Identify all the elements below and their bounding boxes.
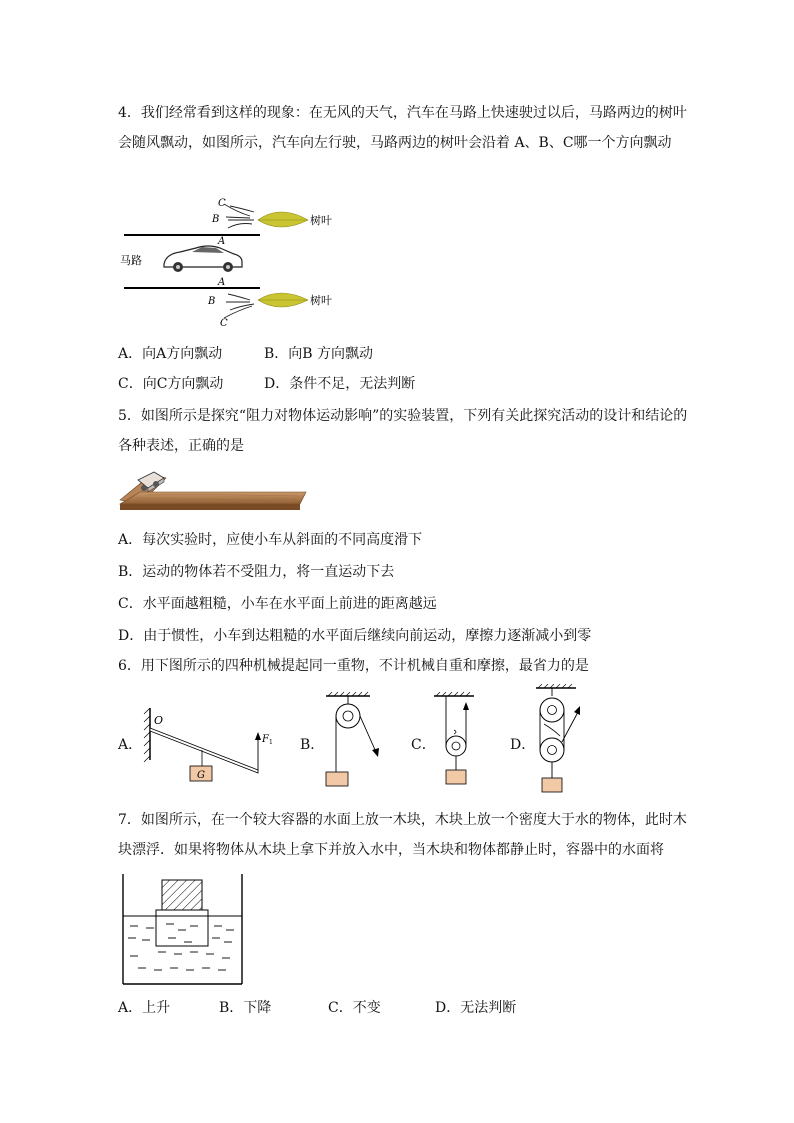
cart-icon <box>138 472 164 492</box>
q4-option-d[interactable]: D．条件不足，无法判断 <box>264 376 416 392</box>
leaf-label-top: 树叶 <box>310 214 332 227</box>
pivot-label: O <box>154 714 164 727</box>
question-6-stem: 6．用下图所示的四种机械提起同一重物，不计机械自重和摩擦，最省力的是 <box>118 658 589 674</box>
movable-pulley-figure <box>430 690 490 790</box>
q7-option-b[interactable]: B．下降 <box>219 1000 272 1016</box>
q5-ramp-figure <box>118 464 308 514</box>
q7-option-a[interactable]: A．上升 <box>118 1000 171 1016</box>
q5-option-a[interactable]: A．每次实验时，应使小车从斜面的不同高度滑下 <box>118 532 423 548</box>
q7-container-figure <box>118 872 248 988</box>
pulley-block-figure <box>532 684 592 796</box>
label-a-top: A <box>218 236 226 247</box>
fixed-pulley-figure <box>318 690 390 790</box>
car-icon <box>164 246 242 272</box>
bottom-wind-arrows <box>224 294 254 318</box>
q5-option-b[interactable]: B．运动的物体若不受阻力，将一直运动下去 <box>118 564 395 580</box>
q6-option-c[interactable]: C． <box>411 737 436 753</box>
q4-option-c[interactable]: C．向C方向飘动 <box>118 376 224 392</box>
question-5-stem: 5．如图所示是探究“阻力对物体运动影响”的实验装置，下列有关此探究活动的设计和结论的各种表述，正确的是 <box>118 408 688 454</box>
question-7-stem: 7．如图所示，在一个较大容器的水面上放一木块，木块上放一个密度大于水的物体，此时木块漂浮．如果将物体从木块上拿下并放入水中，当木块和物体都静止时，容器中的水面将 <box>118 812 687 858</box>
leaf-label-bottom: 树叶 <box>310 294 332 307</box>
q7-option-c[interactable]: C．不变 <box>328 1000 381 1016</box>
q6-option-b[interactable]: B． <box>300 737 325 753</box>
q7-option-d[interactable]: D．无法判断 <box>435 1000 517 1016</box>
q4-option-a[interactable]: A．向A方向飘动 <box>118 346 223 362</box>
q5-option-c[interactable]: C．水平面越粗糙，小车在水平面上前进的距离越远 <box>118 596 437 612</box>
force-label: F <box>262 734 269 745</box>
weight-label: G <box>197 770 205 781</box>
question-4-stem: 4．我们经常看到这样的现象：在无风的天气，汽车在马路上快速驶过以后，马路两边的树叶会随风飘动，如图所示，汽车向左行驶，马路两边的树叶会沿着 A、B、C哪一个方向飘动 <box>118 105 687 151</box>
label-c-top: C <box>218 198 226 209</box>
label-b-top: B <box>212 214 220 225</box>
q4-car-road-figure <box>112 192 352 332</box>
top-wind-arrows <box>224 204 254 228</box>
label-c-bottom: C <box>220 318 228 329</box>
leaf-icon-top <box>258 212 308 227</box>
label-b-bottom: B <box>208 296 216 307</box>
q6-option-a[interactable]: A． <box>118 737 143 753</box>
q4-option-b[interactable]: B．向B 方向飘动 <box>264 346 374 362</box>
q6-option-d[interactable]: D． <box>510 737 536 753</box>
leaf-icon-bottom <box>258 293 308 307</box>
q5-option-d[interactable]: D．由于惯性，小车到达粗糙的水平面后继续向前运动，摩擦力逐渐减小到零 <box>118 628 592 644</box>
road-label: 马路 <box>120 254 142 267</box>
label-a-bottom: A <box>218 277 226 288</box>
lever-figure <box>140 700 280 790</box>
force-subscript: 1 <box>269 739 273 746</box>
